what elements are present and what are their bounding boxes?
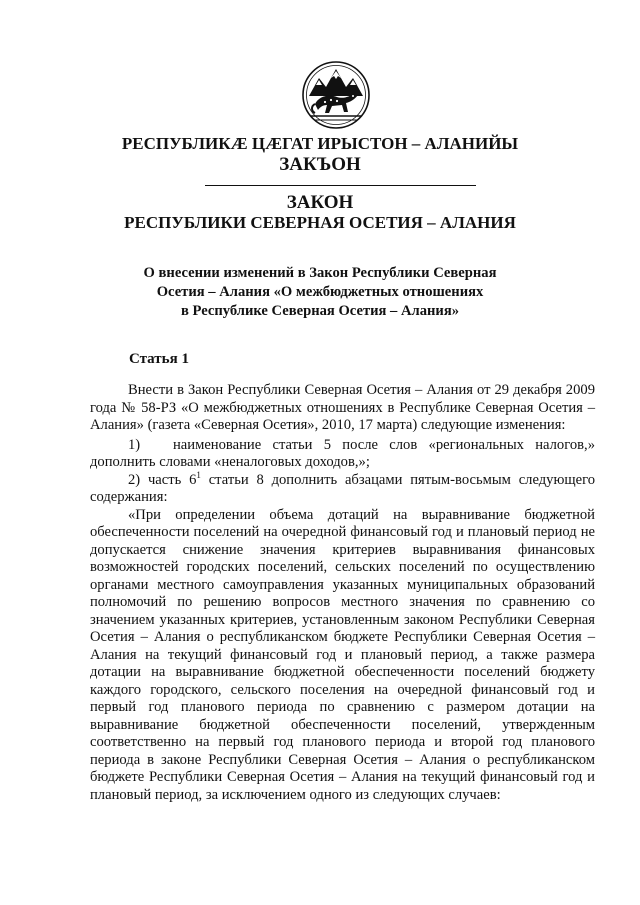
article-item-2 <box>90 469 595 507</box>
ossetian-law-heading: ЗАКЪОН <box>279 154 361 175</box>
superscript: 1 <box>196 469 201 480</box>
law-title-line: О внесении изменений в Закон Республики Северная <box>143 265 497 281</box>
republic-heading: РЕСПУБЛИКИ СЕВЕРНАЯ ОСЕТИЯ – АЛАНИЯ <box>124 213 516 232</box>
article-intro-paragraph: Внести в Закон Республики Северная Осетия – Алания от 29 декабря 2009 года № 58-РЗ «О межбюджетных отношениях в Республике Северная Осетия – Алания» (газета «Северная Осетия», 2010, 17 марта) следующие изменения: <box>90 382 595 433</box>
law-heading: ЗАКОН <box>286 192 354 213</box>
coat-of-arms-leopard-icon <box>301 60 371 130</box>
law-title-line: в Республике Северная Осетия – Алания» <box>180 303 460 319</box>
law-title-line: Осетия – Алания «О межбюджетных отношениях <box>156 284 484 300</box>
item-text: статьи 8 дополнить абзацами пятым-восьмым следующего содержания: <box>90 471 595 505</box>
item-text: наименование статьи 5 после слов «региональных налогов,» дополнить словами «неналоговых доходов,»; <box>90 436 595 470</box>
law-title <box>0 264 640 321</box>
item-text: 2) часть 6 <box>128 471 197 488</box>
ossetian-republic-heading: РЕСПУБЛИКӔ ЦӔГАТ ИРЫСТОН – АЛАНИЙЫ <box>121 134 519 153</box>
article-heading: Статья 1 <box>129 351 189 367</box>
header-divider <box>205 185 476 186</box>
item-number: 1) <box>128 436 141 453</box>
article-body <box>90 382 595 804</box>
quoted-paragraph: «При определении объема дотаций на выравнивание бюджетной обеспеченности поселений на очередной финансовый год и плановый период не допускается снижение значения критериев выравнивания финансовых возможностей городских поселений, сельских поселений по осуществлению органами местного самоуправления указанных муниципальных образований полномочий по решению вопросов местного значения по сравнению со значением указанных критериев, установленным законом Республики Северная Осетия – Алания о республиканском бюджете Республики Северная Осетия – Алания на текущий финансовый год и плановый период, а также размера дотации на выравнивание бюджетной обеспеченности поселений бюджету каждого городского, сельского поселения на очередной финансовый год и первый год планового периода по сравнению с размером дотации на выравнивание бюджетной обеспеченности поселений, утвержденным соответственно на первый год планового периода и второй год планового периода в законе Республики Северная Осетия – Алания о республиканском бюджете Республики Северная Осетия – Алания на текущий финансовый год и плановый период, за исключением одного из следующих случаев: <box>90 506 595 803</box>
article-item-1 <box>90 437 595 472</box>
